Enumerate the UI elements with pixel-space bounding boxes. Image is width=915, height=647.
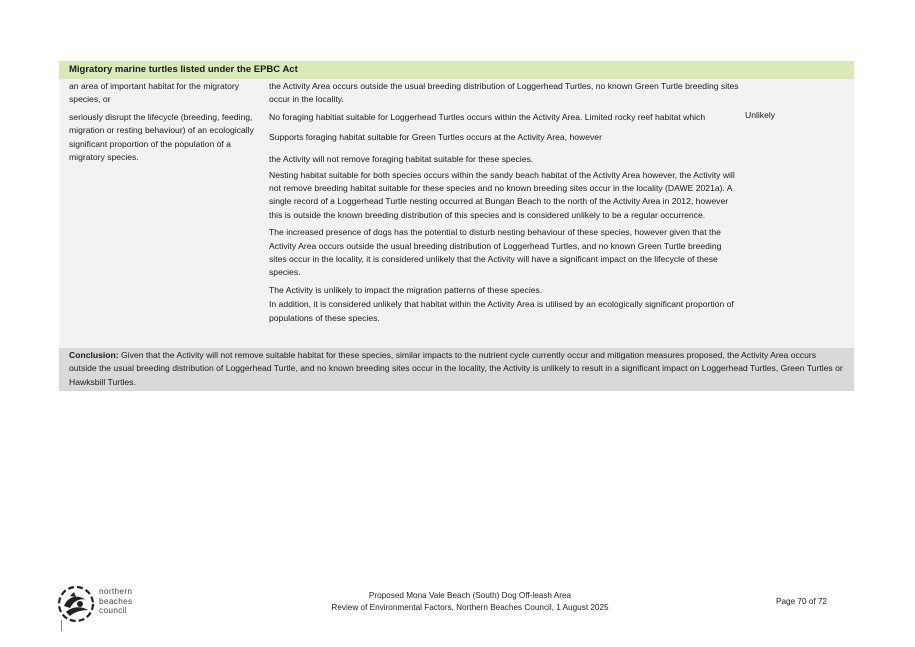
assessment-para-8: In addition, it is considered unlikely that habitat within the Activity Area is utilised by an ecologically significant proportion of populations of these species. [269, 299, 734, 323]
footer-title: Proposed Mona Vale Beach (South) Dog Off-leash Area [368, 591, 572, 600]
page-number: Page 70 of 72 [776, 597, 827, 606]
footer-divider [61, 620, 62, 631]
page-footer [0, 580, 915, 640]
assessment-para-6: The increased presence of dogs has the potential to disturb nesting behaviour of these species, however given that the Activity Area occurs outside the usual breeding distribution of Loggerhead Turtles, and no known Green Turtle breeding sites occur in the locality, it is considered unlikely that the Activity will have a significant impact on the lifecycle of these species. [269, 227, 722, 278]
logo-line-3: council [99, 605, 127, 616]
logo-line-2: beaches [99, 595, 133, 606]
assessment-column [269, 80, 739, 329]
criteria-column [69, 80, 261, 168]
assessment-para-2: No foraging habitiat suitable for Loggerhead Turtles occurs within the Activity Area. Limited rocky reef habitat which [269, 111, 706, 122]
assessment-para-5: Nesting habitat suitable for both species occurs within the sandy beach habitat of the Activity Area however, the Activity will not remove breeding habitat suitable for these species and no known breeding sites occur in the locality (DAWE 2021a). A single record of a Loggerhead Turtle nesting occurred at Bungan Beach to the north of the Activity Area in 2012, however this is outside the known breeding distribution of this species and is considered unlikely to be a regular occurrence. [269, 169, 735, 220]
assessment-para-7: The Activity is unlikely to impact the migration patterns of these species. [269, 284, 543, 295]
impact-assessment-table [59, 61, 854, 391]
council-logo-icon [56, 584, 96, 624]
table-body [59, 79, 854, 348]
footer-document-title [300, 590, 640, 614]
conclusion-row [59, 348, 854, 391]
assessment-para-4: the Activity will not remove foraging habitat suitable for these species. [269, 153, 534, 164]
table-header: Migratory marine turtles listed under the EPBC Act [59, 61, 854, 79]
criterion-2: seriously disrupt the lifecycle (breeding, feeding, migration or resting behaviour) of an ecologically significant proportion of the population of a migratory species. [69, 111, 254, 163]
conclusion-text: Given that the Activity will not remove suitable habitat for these species, similar impacts to the nutrient cycle currently occur and mitigation measures proposed, the Activity Area occurs outside the usual breeding distribution of Loggerhead Turtle, and no known breeding sites occur in the locality, the Activity is unlikely to result in a significant impact on Loggerhead Turtles, Green Turtles or Hawksbill Turtles. [69, 350, 843, 387]
criterion-1: an area of important habitat for the migratory species, or [69, 81, 240, 105]
council-logo-text [99, 587, 132, 616]
assessment-para-3: Supports foraging habitat suitable for Green Turtles occurs at the Activity Area, however [269, 132, 602, 143]
likelihood-value: Unlikely [745, 110, 776, 120]
assessment-para-1: the Activity Area occurs outside the usual breeding distribution of Loggerhead Turtles, no known Green Turtle breeding sites occur in the locality. [269, 81, 739, 105]
conclusion-label: Conclusion: [69, 350, 119, 360]
logo-line-1: northern [99, 586, 133, 596]
footer-subtitle: Review of Environmental Factors, Northern Beaches Council, 1 August 2025 [331, 603, 609, 612]
